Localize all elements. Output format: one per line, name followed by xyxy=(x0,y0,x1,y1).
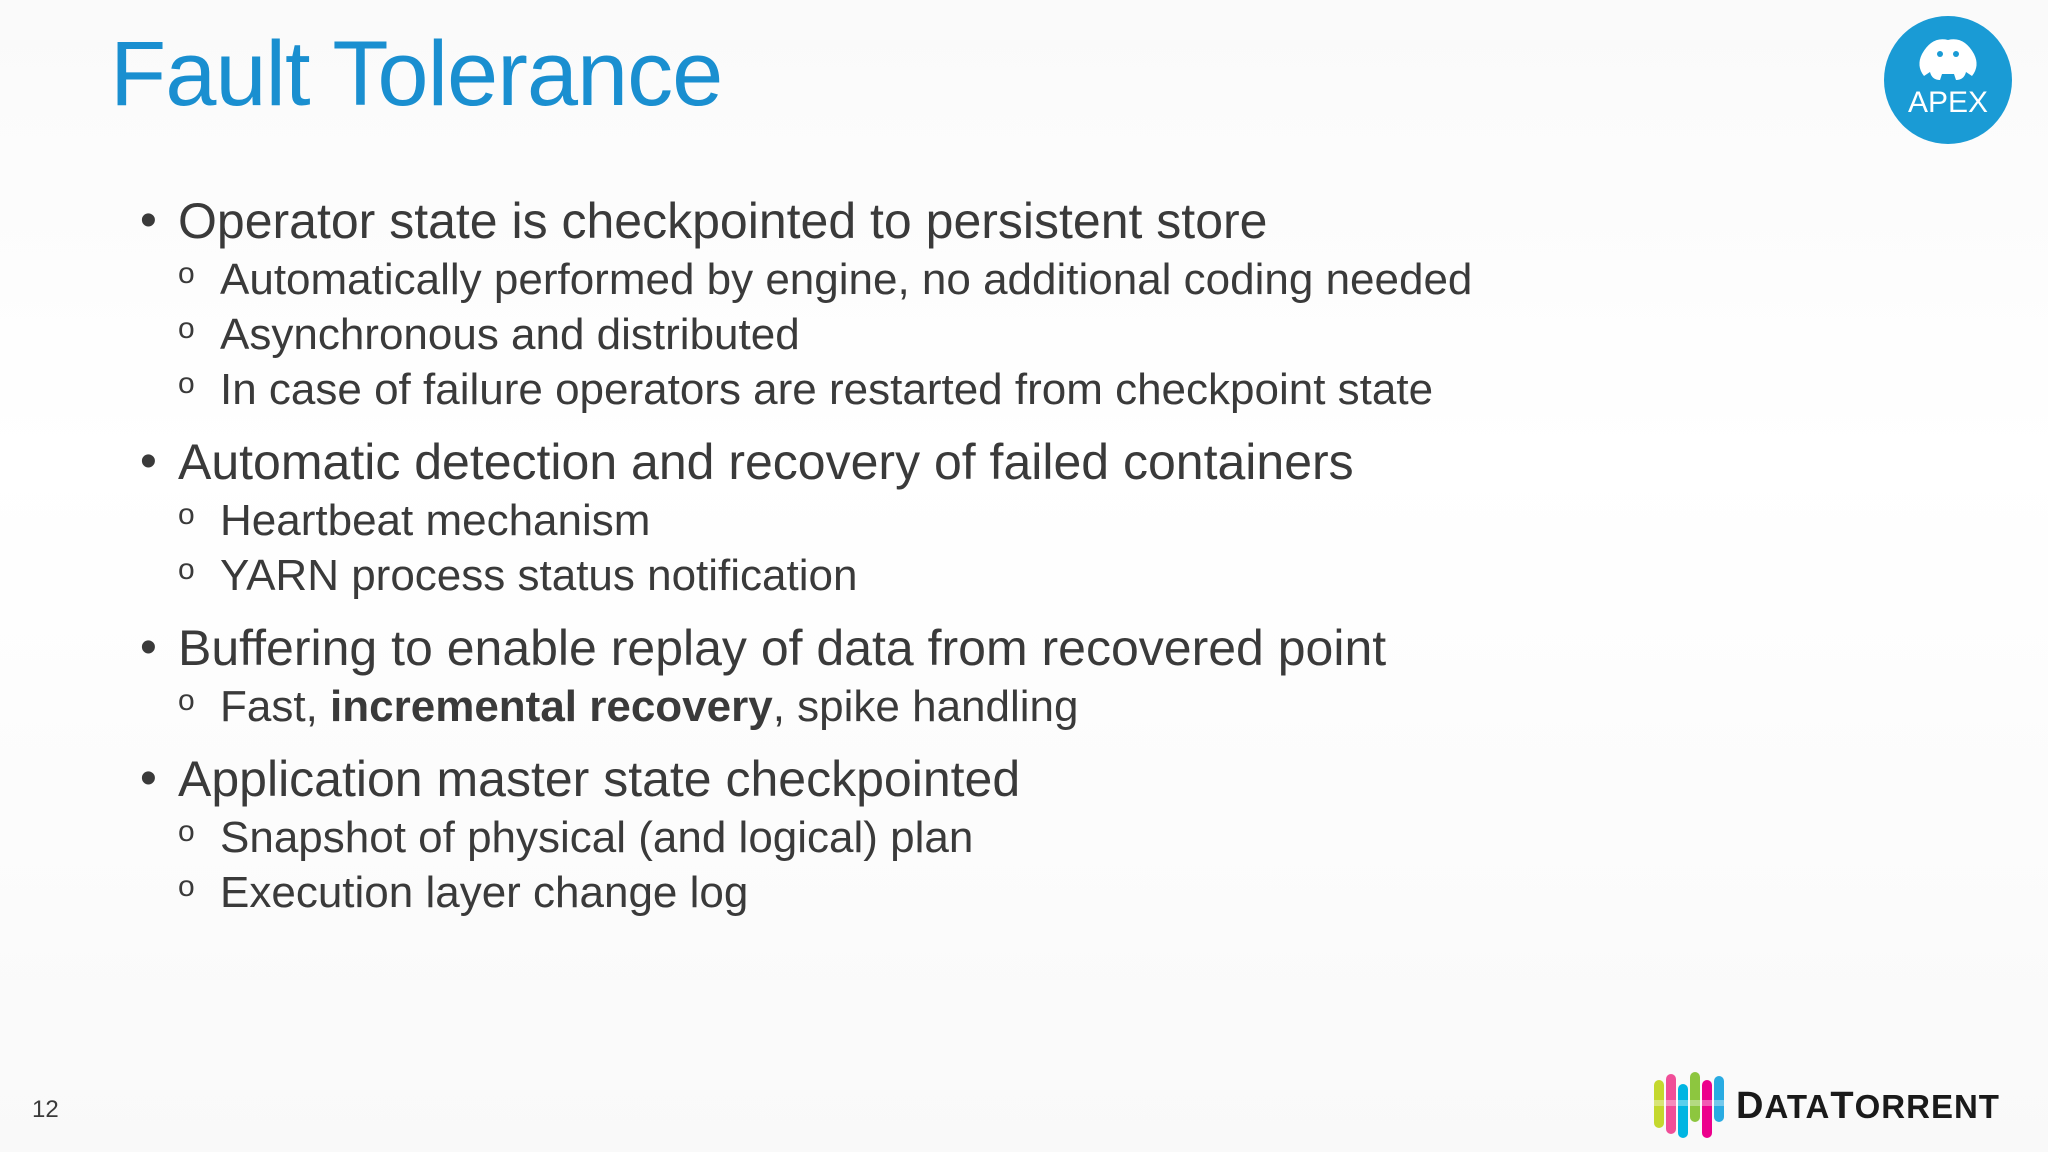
bullet-symbol: • xyxy=(140,194,157,247)
sub-bullet-symbol: o xyxy=(178,498,195,531)
bullet-text: Automatic detection and recovery of failed containers xyxy=(178,434,1354,490)
bullet-item xyxy=(140,431,1840,493)
sub-bullet-text: Automatically performed by engine, no additional coding needed xyxy=(220,255,1473,304)
sub-bullet-symbol: o xyxy=(178,367,195,400)
page-number: 12 xyxy=(32,1096,59,1123)
bullet-text: Application master state checkpointed xyxy=(178,751,1021,807)
datatorrent-logo-icon xyxy=(1652,1070,1726,1142)
sub-bullet-text: Execution layer change log xyxy=(220,868,749,917)
apex-logo-icon xyxy=(1882,14,2014,146)
datatorrent-logo xyxy=(1652,1070,2000,1142)
sub-bullet-symbol: o xyxy=(178,257,195,290)
sub-bullet-item xyxy=(140,810,1840,865)
sub-bullet-text: YARN process status notification xyxy=(220,551,858,600)
sub-bullet-item xyxy=(140,252,1840,307)
sub-bullet-text: Asynchronous and distributed xyxy=(220,310,800,359)
bullet-text: Buffering to enable replay of data from recovered point xyxy=(178,620,1387,676)
sub-bullet-text-before: Fast, xyxy=(220,682,331,731)
sub-bullet-item xyxy=(140,865,1840,920)
bullet-item xyxy=(140,190,1840,252)
sub-bullet-symbol: o xyxy=(178,815,195,848)
sub-bullet-symbol: o xyxy=(178,870,195,903)
sub-bullet-item xyxy=(140,362,1840,417)
sub-bullet-item xyxy=(140,493,1840,548)
bullet-symbol: • xyxy=(140,621,157,674)
sub-bullet-text: In case of failure operators are restarted from checkpoint state xyxy=(220,365,1434,414)
sub-bullet-symbol: o xyxy=(178,312,195,345)
sub-bullet-text: Snapshot of physical (and logical) plan xyxy=(220,813,974,862)
bullet-symbol: • xyxy=(140,435,157,488)
datatorrent-logo-text: DATATORRENT xyxy=(1736,1084,2000,1127)
bullet-item xyxy=(140,617,1840,679)
bullet-text: Operator state is checkpointed to persistent store xyxy=(178,193,1268,249)
sub-bullet-text-bold: incremental recovery xyxy=(330,682,773,731)
sub-bullet-text-after: , spike handling xyxy=(772,682,1079,731)
bullet-item xyxy=(140,748,1840,810)
bullet-symbol: • xyxy=(140,752,157,805)
sub-bullet-item xyxy=(140,307,1840,362)
apex-logo-label: APEX xyxy=(1907,86,1989,119)
sub-bullet-symbol: o xyxy=(178,684,195,717)
sub-bullet-item xyxy=(140,548,1840,603)
slide-title: Fault Tolerance xyxy=(110,23,723,125)
sub-bullet-symbol: o xyxy=(178,553,195,586)
sub-bullet-item xyxy=(140,679,1840,734)
bullet-list xyxy=(140,190,1840,920)
sub-bullet-text: Heartbeat mechanism xyxy=(220,496,651,545)
